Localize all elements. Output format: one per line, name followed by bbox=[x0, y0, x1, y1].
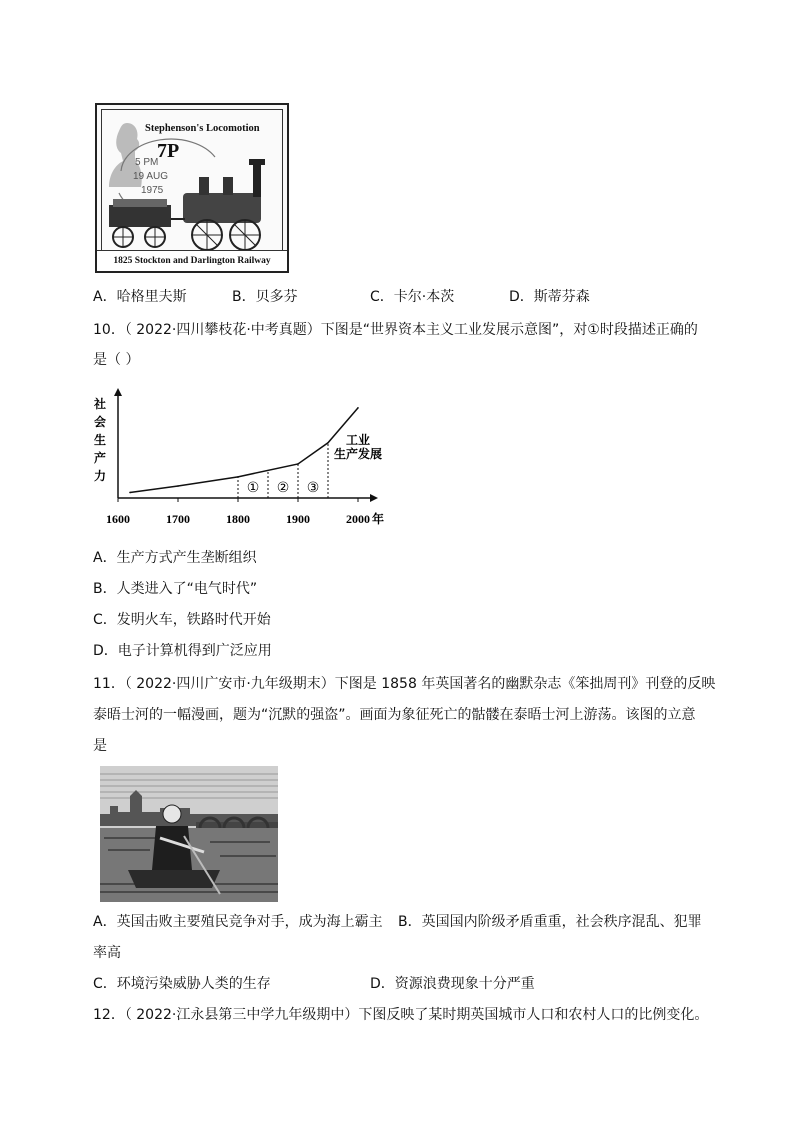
postmark-line-3: 1975 bbox=[141, 185, 164, 196]
q11-option-a[interactable]: A．英国击败主要殖民竞争对手，成为海上霸主 bbox=[93, 914, 383, 930]
data-point bbox=[177, 485, 179, 487]
y-axis-label-char: 社 bbox=[93, 397, 107, 411]
postmark-line-1: 5 PM bbox=[135, 157, 159, 168]
x-tick-label: 1700 bbox=[166, 512, 190, 526]
locomotion-stamp-image bbox=[95, 103, 289, 273]
x-axis-label: 年 bbox=[371, 512, 385, 526]
productivity-curve bbox=[130, 408, 358, 493]
data-point bbox=[357, 407, 359, 409]
x-tick-label: 1600 bbox=[106, 512, 130, 526]
annotation-line-1: 工业 bbox=[346, 433, 371, 447]
postmark-line-2: 19 AUG bbox=[133, 171, 169, 182]
q10-stem-line-2: 是（ ） bbox=[93, 352, 140, 368]
q9-option-b[interactable] bbox=[232, 287, 298, 307]
q11-option-d[interactable]: D．资源浪费现象十分严重 bbox=[370, 976, 535, 992]
option-letter: B． bbox=[232, 289, 256, 305]
option-text: 卡尔·本茨 bbox=[393, 289, 455, 305]
period-label: ① bbox=[246, 480, 260, 496]
q11-stem-line-1: 11．（ 2022·四川广安市·九年级期末）下图是 1858 年英国著名的幽默杂志《笨拙周刊》刊登的反映 bbox=[93, 676, 716, 692]
data-point bbox=[237, 476, 239, 478]
x-tick-label: 1900 bbox=[286, 512, 310, 526]
y-axis-label-char: 生 bbox=[93, 433, 107, 447]
cartoon-drawing bbox=[100, 766, 278, 902]
x-tick-label: 1800 bbox=[226, 512, 250, 526]
y-axis-arrow-icon bbox=[114, 388, 122, 396]
q9-option-d[interactable] bbox=[509, 287, 590, 307]
q11-option-b-continued: 率高 bbox=[93, 945, 121, 961]
q9-option-c[interactable] bbox=[370, 287, 454, 307]
q11-stem-line-3: 是 bbox=[93, 738, 107, 754]
x-axis-arrow-icon bbox=[370, 494, 378, 502]
q9-option-a[interactable] bbox=[93, 287, 187, 307]
period-label: ② bbox=[276, 480, 290, 496]
q10-option-c[interactable]: C．发明火车，铁路时代开始 bbox=[93, 612, 271, 628]
silent-highwayman-cartoon bbox=[100, 766, 278, 902]
y-axis-label-char: 产 bbox=[93, 451, 107, 465]
option-letter: A． bbox=[93, 289, 117, 305]
data-point bbox=[297, 463, 299, 465]
q12-stem-line-1: 12．（ 2022·江永县第三中学九年级期中）下图反映了某时期英国城市人口和农村人口的比例变化。 bbox=[93, 1007, 709, 1023]
y-axis-label-char: 力 bbox=[93, 469, 107, 483]
period-label: ③ bbox=[306, 480, 320, 496]
q11-option-b[interactable]: B．英国国内阶级矛盾重重，社会秩序混乱、犯罪 bbox=[398, 914, 702, 930]
q11-stem-line-2: 泰晤士河的一幅漫画，题为“沉默的强盗”。画面为象征死亡的骷髅在泰晤士河上游荡。该图的立意 bbox=[93, 707, 696, 723]
q10-stem-line-1: 10．（ 2022·四川攀枝花·中考真题）下图是“世界资本主义工业发展示意图”，对①时段描述正确的 bbox=[93, 322, 698, 338]
q11-option-c[interactable]: C．环境污染威胁人类的生存 bbox=[93, 976, 271, 992]
annotation-line-2: 生产发展 bbox=[334, 447, 383, 461]
option-text: 哈格里夫斯 bbox=[116, 289, 187, 305]
q10-option-b[interactable]: B．人类进入了“电气时代” bbox=[93, 581, 258, 597]
locomotive-drawing bbox=[103, 153, 283, 253]
data-point bbox=[327, 442, 329, 444]
q10-option-d[interactable]: D．电子计算机得到广泛应用 bbox=[93, 643, 272, 659]
data-point bbox=[129, 492, 131, 494]
option-letter: D． bbox=[509, 289, 534, 305]
option-letter: C． bbox=[370, 289, 394, 305]
stamp-title: Stephenson's Locomotion bbox=[145, 123, 260, 134]
x-tick-label: 2000 bbox=[346, 512, 370, 526]
q10-option-a[interactable]: A．生产方式产生垄断组织 bbox=[93, 550, 257, 566]
industry-development-chart bbox=[92, 386, 392, 532]
option-text: 贝多芬 bbox=[255, 289, 298, 305]
y-axis-label-char: 会 bbox=[93, 415, 107, 429]
stamp-caption: 1825 Stockton and Darlington Railway bbox=[97, 250, 287, 271]
option-text: 斯蒂芬森 bbox=[533, 289, 590, 305]
stamp-value: 7P bbox=[157, 140, 180, 162]
